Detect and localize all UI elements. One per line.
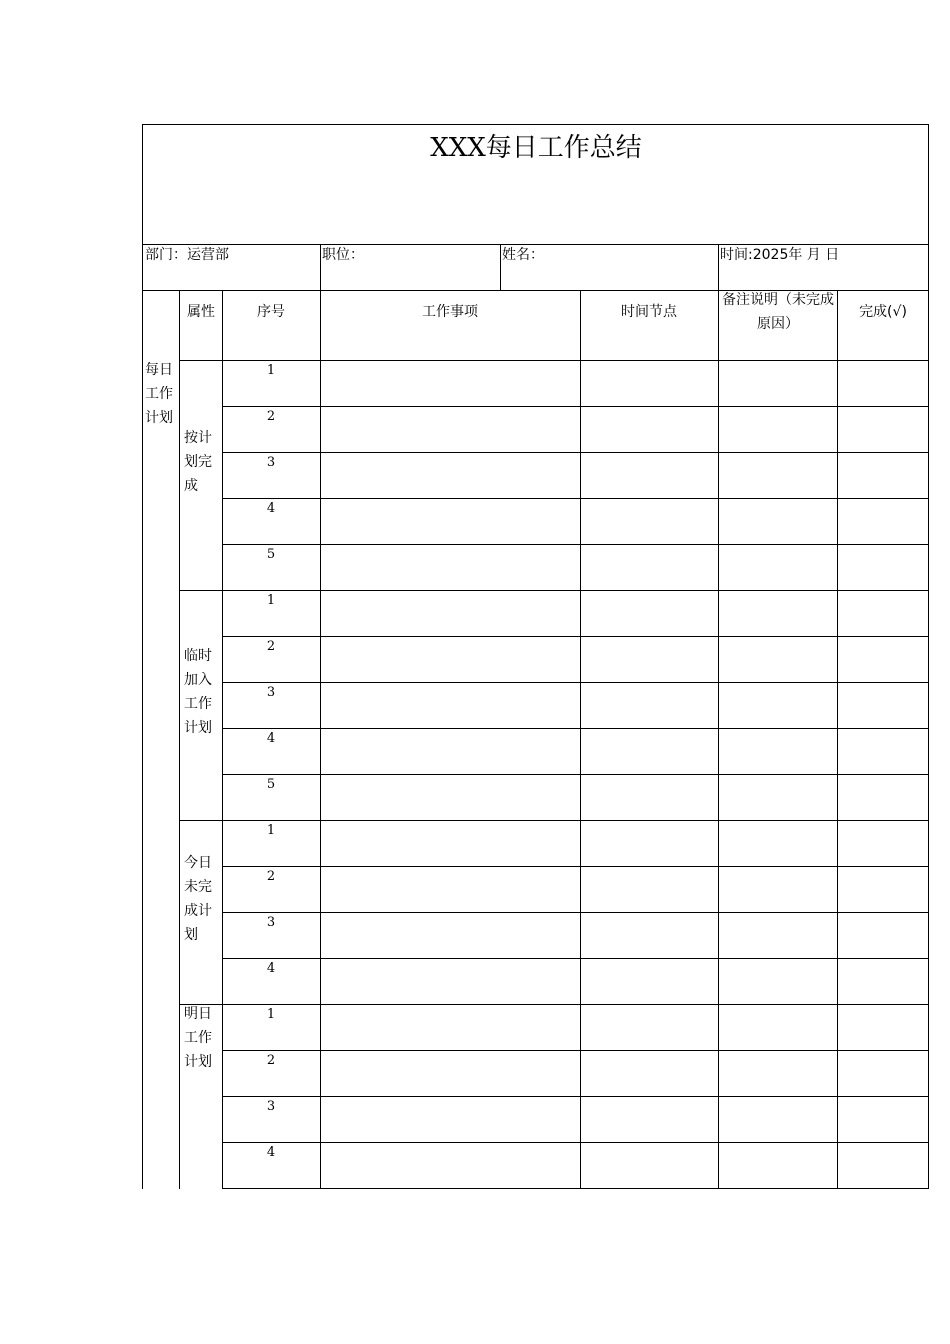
grid-line <box>142 124 929 125</box>
grid-line <box>222 406 929 407</box>
grid-line <box>222 774 929 775</box>
grid-line <box>837 290 838 1189</box>
row-number: 2 <box>266 409 276 424</box>
grid-line <box>142 244 929 245</box>
section-label-planned: 按计划完成 <box>184 430 212 494</box>
grid-line <box>222 1096 929 1097</box>
row-number: 5 <box>266 777 276 792</box>
row-number: 1 <box>266 823 276 838</box>
grid-line <box>179 290 180 1189</box>
header-attribute: 属性 <box>187 304 215 320</box>
header-remark: 备注说明（未完成原因） <box>722 292 834 332</box>
section-label-temporary: 临时加入工作计划 <box>184 648 212 736</box>
row-number: 1 <box>266 593 276 608</box>
grid-line <box>222 1188 929 1189</box>
grid-line <box>222 498 929 499</box>
row-number: 2 <box>266 1053 276 1068</box>
row-number: 4 <box>266 1145 276 1160</box>
grid-line <box>580 290 581 1189</box>
grid-line <box>718 290 719 1189</box>
name-field: 姓名： <box>502 247 544 263</box>
grid-line <box>142 124 143 1189</box>
section-label-unfinished: 今日未完成计划 <box>184 855 212 943</box>
grid-line <box>222 912 929 913</box>
row-number: 2 <box>266 639 276 654</box>
grid-line <box>179 820 223 821</box>
grid-line <box>320 244 321 291</box>
position-field: 职位： <box>322 247 364 263</box>
grid-line <box>222 290 223 1189</box>
department-field: 部门：运营部 <box>145 247 229 263</box>
page-title: XXX每日工作总结 <box>430 133 642 163</box>
grid-line <box>222 1004 929 1005</box>
section-label-tomorrow: 明日工作计划 <box>184 1006 212 1070</box>
row-number: 1 <box>266 1007 276 1022</box>
grid-line <box>179 360 929 361</box>
header-time-node: 时间节点 <box>621 304 677 320</box>
row-number: 2 <box>266 869 276 884</box>
row-number: 1 <box>266 363 276 378</box>
date-field: 时间:2025年 月 日 <box>720 247 840 263</box>
grid-line <box>718 244 719 291</box>
row-number: 3 <box>266 1099 276 1114</box>
grid-line <box>222 544 929 545</box>
header-number: 序号 <box>257 304 285 320</box>
grid-line <box>500 244 501 291</box>
grid-line <box>179 1004 223 1005</box>
grid-line <box>222 1050 929 1051</box>
row-number: 3 <box>266 685 276 700</box>
row-number: 4 <box>266 731 276 746</box>
header-task: 工作事项 <box>422 304 478 320</box>
grid-line <box>320 290 321 1189</box>
grid-line <box>222 1142 929 1143</box>
grid-line <box>222 958 929 959</box>
row-number: 4 <box>266 501 276 516</box>
grid-line <box>222 820 929 821</box>
grid-line <box>179 590 223 591</box>
grid-line <box>222 728 929 729</box>
grid-line <box>222 682 929 683</box>
row-number: 3 <box>266 455 276 470</box>
grid-line <box>222 452 929 453</box>
row-number: 5 <box>266 547 276 562</box>
grid-line <box>222 636 929 637</box>
grid-line <box>222 866 929 867</box>
row-number: 3 <box>266 915 276 930</box>
side-label-daily-plan: 每日工作计划 <box>145 362 173 426</box>
grid-line <box>928 124 929 1189</box>
header-done: 完成(√) <box>859 304 907 320</box>
grid-line <box>142 290 929 291</box>
grid-line <box>222 590 929 591</box>
row-number: 4 <box>266 961 276 976</box>
